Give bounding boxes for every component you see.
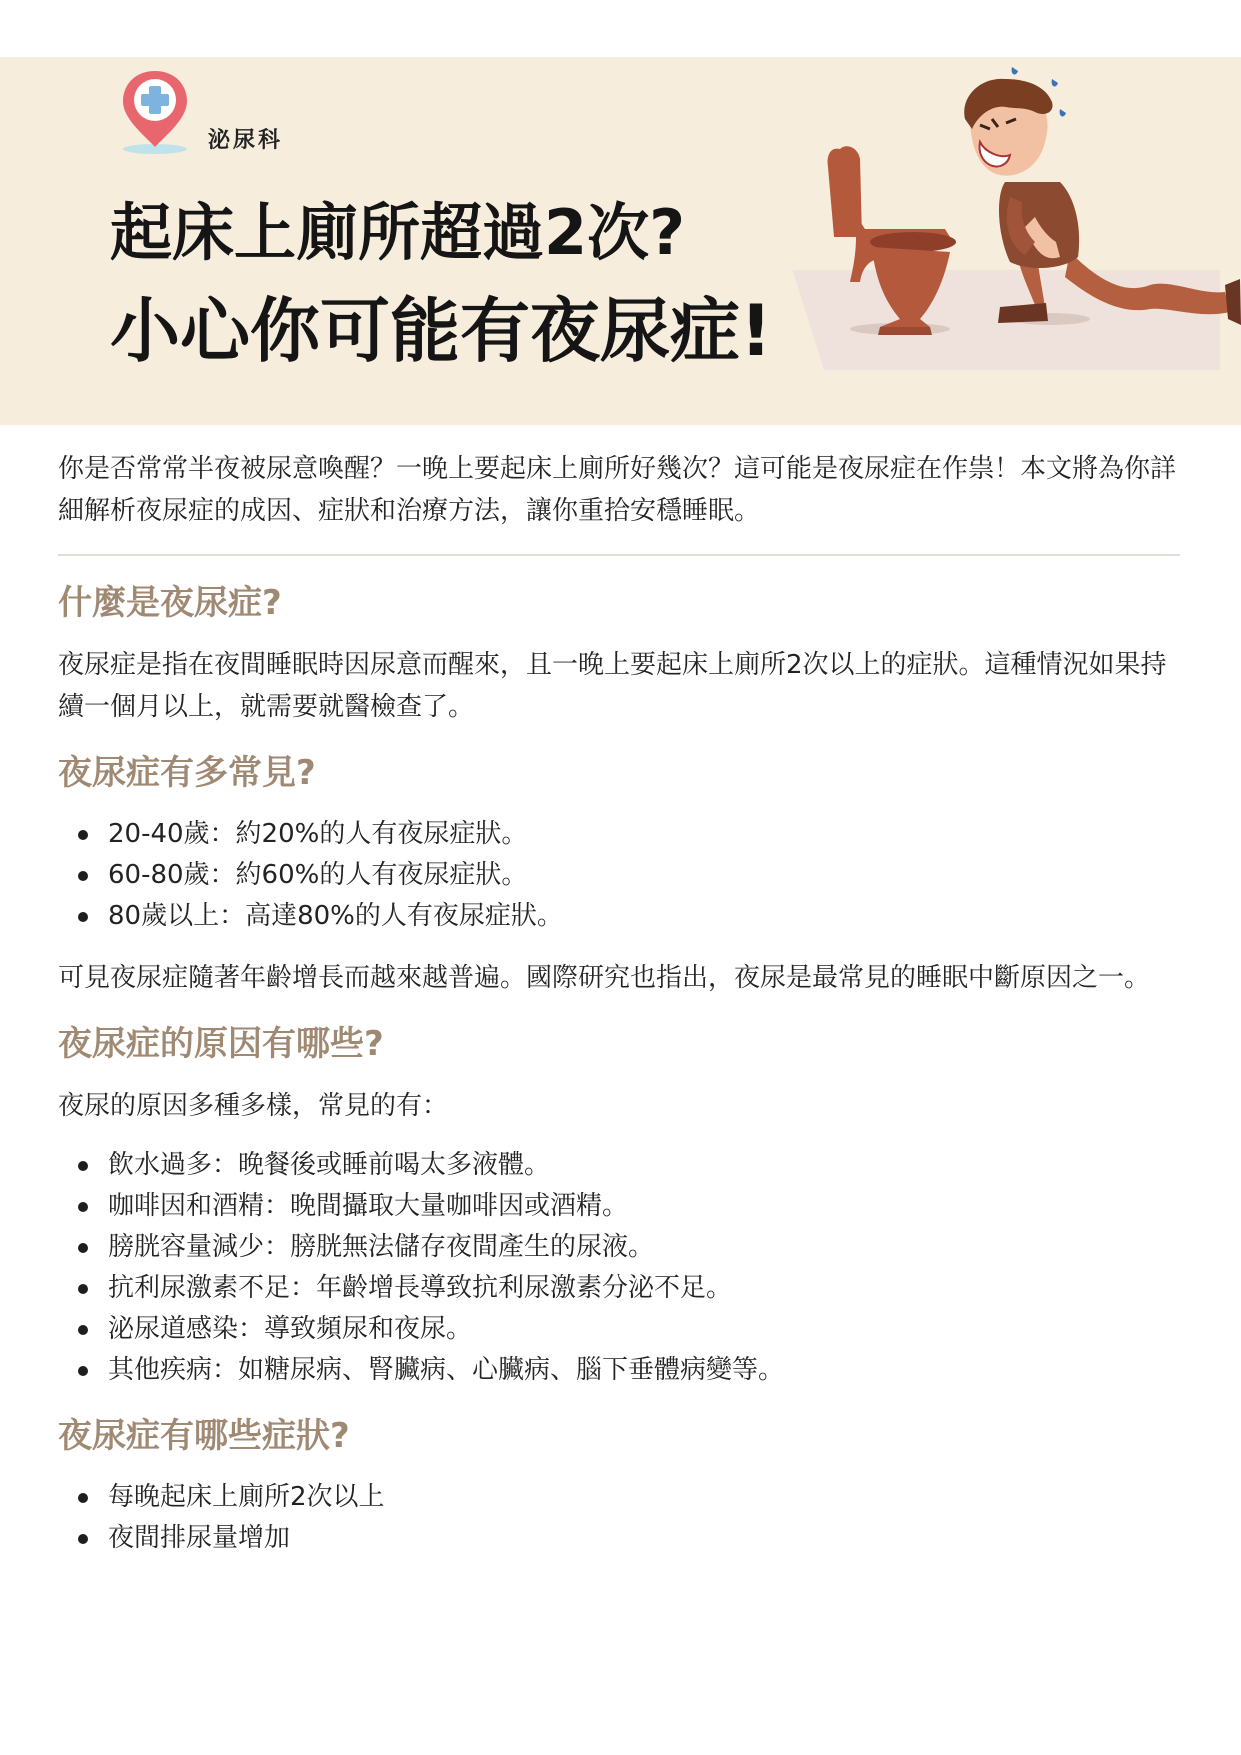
list-item [58, 1227, 1180, 1268]
list-item [58, 1145, 1180, 1186]
list-item-text: 60-80歲：約60%的人有夜尿症狀。 [108, 860, 528, 890]
banner-title-line-2: 小心你可能有夜尿症! [110, 290, 772, 372]
bullet-dot [78, 830, 88, 840]
rushing-to-toilet-illustration [820, 57, 1241, 425]
list-item [58, 1186, 1180, 1227]
list-item-text: 80歲以上：高達80%的人有夜尿症狀。 [108, 901, 563, 931]
list-item [58, 1350, 1180, 1391]
section-paragraph: 可見夜尿症隨著年齡增長而越來越普遍。國際研究也指出，夜尿是最常見的睡眠中斷原因之一。 [58, 963, 1151, 993]
banner-title-line-1: 起床上廁所超過2次? [110, 196, 686, 269]
list-item-text: 其他疾病：如糖尿病、腎臟病、心臟病、腦下垂體病變等。 [108, 1355, 785, 1385]
section-heading: 夜尿症有多常見? [58, 753, 316, 793]
bullet-dot [78, 1202, 88, 1212]
bullet-dot [78, 1366, 88, 1376]
section-what-is [58, 580, 1180, 728]
divider [58, 554, 1180, 556]
section-paragraph: 夜尿症是指在夜間睡眠時因尿意而醒來，且一晚上要起床上廁所2次以上的症狀。這種情況如果持續一個月以上，就需要就醫檢查了。 [58, 650, 1167, 722]
section-prevalence [58, 750, 1180, 999]
section-symptoms [58, 1413, 1180, 1559]
list-item [58, 1477, 1180, 1518]
bullet-dot [78, 1534, 88, 1544]
medical-location-pin-icon [118, 67, 192, 157]
bullet-dot [78, 1493, 88, 1503]
list-item-text: 每晚起床上廁所2次以上 [108, 1482, 385, 1512]
intro-paragraph: 你是否常常半夜被尿意喚醒？一晚上要起床上廁所好幾次？這可能是夜尿症在作祟！本文將為你詳細解析夜尿症的成因、症狀和治療方法，讓你重拾安穩睡眠。 [58, 454, 1177, 526]
section-lead: 夜尿的原因多種多樣，常見的有： [58, 1091, 449, 1121]
toilet-icon [828, 146, 956, 335]
list-item-text: 抗利尿激素不足：年齡增長導致抗利尿激素分泌不足。 [108, 1273, 733, 1303]
section-heading: 夜尿症的原因有哪些? [58, 1024, 384, 1064]
bullet-dot [78, 912, 88, 922]
section-heading: 夜尿症有哪些症狀? [58, 1416, 350, 1456]
symptoms-list [58, 1477, 1180, 1559]
department-label: 泌尿科 [208, 128, 284, 153]
bullet-dot [78, 871, 88, 881]
list-item [58, 896, 1180, 937]
section-causes [58, 1021, 1180, 1391]
list-item-text: 咖啡因和酒精：晚間攝取大量咖啡因或酒精。 [108, 1191, 629, 1221]
bullet-dot [78, 1284, 88, 1294]
bullet-dot [78, 1243, 88, 1253]
list-item-text: 夜間排尿量增加 [108, 1523, 291, 1553]
list-item-text: 20-40歲：約20%的人有夜尿症狀。 [108, 819, 528, 849]
prevalence-list [58, 814, 1180, 937]
list-item [58, 814, 1180, 855]
list-item [58, 1518, 1180, 1559]
list-item-text: 膀胱容量減少：膀胱無法儲存夜間產生的尿液。 [108, 1232, 655, 1262]
list-item-text: 泌尿道感染：導致頻尿和夜尿。 [108, 1314, 473, 1344]
list-item [58, 855, 1180, 896]
bullet-dot [78, 1161, 88, 1171]
causes-list [58, 1145, 1180, 1391]
list-item-text: 飲水過多：晚餐後或睡前喝太多液體。 [108, 1150, 551, 1180]
header-banner [0, 57, 1241, 425]
person-figure [964, 67, 1241, 325]
list-item [58, 1309, 1180, 1350]
article-body [58, 448, 1180, 1559]
section-heading: 什麼是夜尿症? [58, 583, 282, 623]
list-item [58, 1268, 1180, 1309]
bullet-dot [78, 1325, 88, 1335]
